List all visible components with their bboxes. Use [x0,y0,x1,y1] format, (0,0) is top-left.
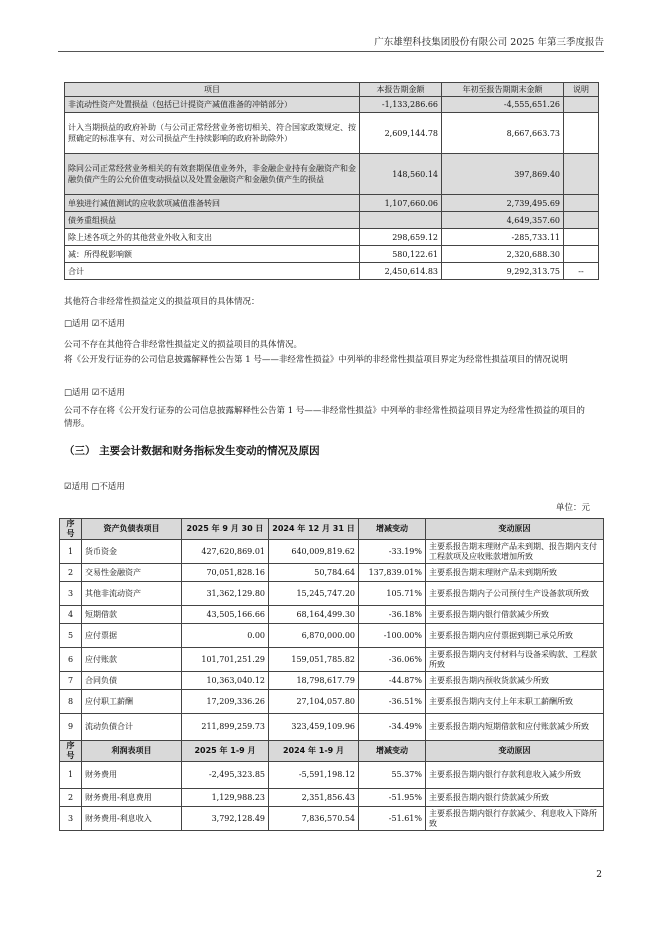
col-header-change: 增减变动 [359,741,426,762]
table-row [65,212,599,229]
col-header-item: 项目 [65,83,360,97]
reclassification-intro: 将《公开发行证券的公司信息披露解释性公告第 1 号——非经常性损益》中列举的非经常性损益项目界定为经常性损益项目的情况说明 [64,355,568,365]
row-no: 4 [60,606,82,624]
row-item: 除上述各项之外的其他营业外收入和支出 [65,229,360,246]
row-prior: 68,164,499.30 [269,606,359,624]
table-row [60,540,604,564]
row-current: 427,620,869.01 [182,540,269,564]
applicable-checkbox-2: □适用 ☑不适用 [64,388,125,398]
income-header-row [60,741,604,762]
row-prior: 27,104,057.80 [269,690,359,714]
col-header-prior: 2024 年 12 月 31 日 [269,519,359,540]
row-ytd: -285,733.11 [442,229,564,246]
row-reason: 主要系报告期内子公司预付生产设备款项所致 [426,582,604,606]
row-no: 8 [60,690,82,714]
row-no: 2 [60,564,82,582]
row-current: 2,609,144.78 [360,113,442,154]
row-item: 合计 [65,263,360,280]
row-current: 298,659.12 [360,229,442,246]
row-reason: 主要系报告期内支付材料与设备采购款、工程款所致 [426,648,604,672]
row-no: 3 [60,582,82,606]
col-header-current: 2025 年 9 月 30 日 [182,519,269,540]
row-reason: 主要系报告期末理财产品未到期、报告期内支付工程款项及应收账款增加所致 [426,540,604,564]
row-ytd: -4,555,651.26 [442,97,564,113]
table-row [60,714,604,741]
row-ytd: 2,739,495.69 [442,195,564,212]
row-prior: 18,798,617.79 [269,672,359,690]
row-note [564,113,599,154]
row-item: 债务重组损益 [65,212,360,229]
row-current: 101,701,251.29 [182,648,269,672]
row-current: 148,560.14 [360,154,442,195]
table-row [60,807,604,831]
table-header-row [65,83,599,97]
row-reason: 主要系报告期末理财产品未到期所致 [426,564,604,582]
row-prior: 323,459,109.96 [269,714,359,741]
table-total-row [65,263,599,280]
table-row [60,762,604,789]
row-current: -1,133,286.66 [360,97,442,113]
col-header-ytd: 年初至报告期期末金额 [442,83,564,97]
row-current: 31,362,129.80 [182,582,269,606]
row-reason: 主要系报告期内银行存款减少、利息收入下降所致 [426,807,604,831]
col-header-item: 利润表项目 [82,741,182,762]
header-rule [58,51,604,52]
row-no: 2 [60,789,82,807]
table-row [60,672,604,690]
row-item: 除同公司正常经营业务相关的有效套期保值业务外，非金融企业持有金融资产和金融负债产生的公允价值变动损益以及处置金融资产和金融负债产生的损益 [65,154,360,195]
row-current: 0.00 [182,624,269,648]
row-no: 5 [60,624,82,648]
row-ytd: 397,869.40 [442,154,564,195]
col-header-item: 资产负债表项目 [82,519,182,540]
row-prior: 7,836,570.54 [269,807,359,831]
row-note [564,246,599,263]
row-current: 1,107,660.06 [360,195,442,212]
row-reason: 主要系报告期内应付票据到期已承兑所致 [426,624,604,648]
row-note [564,97,599,113]
row-prior: 2,351,856.43 [269,789,359,807]
table-row [60,789,604,807]
row-current: -2,495,323.85 [182,762,269,789]
row-no: 1 [60,762,82,789]
row-prior: 15,245,747.20 [269,582,359,606]
row-reason: 主要系报告期内银行借款减少所致 [426,606,604,624]
page-number: 2 [596,870,602,880]
col-header-prior: 2024 年 1-9 月 [269,741,359,762]
row-item: 应付票据 [82,624,182,648]
row-prior: -5,591,198.12 [269,762,359,789]
row-change: -44.87% [359,672,426,690]
row-prior: 50,784.64 [269,564,359,582]
row-item: 流动负债合计 [82,714,182,741]
row-item: 单独进行减值测试的应收款项减值准备转回 [65,195,360,212]
row-no: 9 [60,714,82,741]
applicable-checkbox-1: □适用 ☑不适用 [64,319,125,329]
no-other-items-text: 公司不存在其他符合非经常性损益定义的损益项目的具体情况。 [64,340,303,350]
no-reclassification-text: 公司不存在将《公开发行证券的公司信息披露解释性公告第 1 号——非经常性损益》中列举的非经常性损益项目界定为经常性损益的项目的情形。 [64,406,585,429]
section-title: （三） 主要会计数据和财务指标发生变动的情况及原因 [64,445,320,457]
row-current: 43,505,166.66 [182,606,269,624]
row-reason: 主要系报告期内预收货款减少所致 [426,672,604,690]
row-item: 减：所得税影响额 [65,246,360,263]
table-row [65,246,599,263]
row-change: -100.00% [359,624,426,648]
col-header-no: 序号 [60,741,82,762]
row-item: 短期借款 [82,606,182,624]
row-change: -34.49% [359,714,426,741]
row-current: 2,450,614.83 [360,263,442,280]
row-item: 财务费用-利息收入 [82,807,182,831]
other-items-intro: 其他符合非经常性损益定义的损益项目的具体情况： [64,297,260,307]
row-note [564,229,599,246]
row-change: -36.06% [359,648,426,672]
row-item: 财务费用-利息费用 [82,789,182,807]
table-row [65,154,599,195]
row-ytd: 8,667,663.73 [442,113,564,154]
table-row [60,648,604,672]
unit-label: 单位：元 [555,503,590,513]
row-no: 6 [60,648,82,672]
row-prior: 159,051,785.82 [269,648,359,672]
row-current [360,212,442,229]
row-note [564,195,599,212]
row-no: 1 [60,540,82,564]
col-header-current: 2025 年 1-9 月 [182,741,269,762]
table-row [60,690,604,714]
applicable-checkbox-3: ☑适用 □不适用 [64,482,125,492]
table-row [65,97,599,113]
row-change: -51.61% [359,807,426,831]
row-current: 1,129,988.23 [182,789,269,807]
col-header-note: 说明 [564,83,599,97]
row-note: -- [564,263,599,280]
row-current: 10,363,040.12 [182,672,269,690]
balance-header-row [60,519,604,540]
row-reason: 主要系报告期内银行贷款减少所致 [426,789,604,807]
table-row [65,229,599,246]
row-item: 财务费用 [82,762,182,789]
row-reason: 主要系报告期内短期借款和应付账款减少所致 [426,714,604,741]
col-header-reason: 变动原因 [426,741,604,762]
row-no: 3 [60,807,82,831]
row-change: 55.37% [359,762,426,789]
row-item: 合同负债 [82,672,182,690]
col-header-reason: 变动原因 [426,519,604,540]
table-row [60,606,604,624]
row-reason: 主要系报告期内支付上年末职工薪酬所致 [426,690,604,714]
row-ytd: 2,320,688.30 [442,246,564,263]
table-row [65,195,599,212]
row-prior: 6,870,000.00 [269,624,359,648]
row-item: 非流动性资产处置损益（包括已计提资产减值准备的冲销部分） [65,97,360,113]
row-current: 17,209,336.26 [182,690,269,714]
row-current: 70,051,828.16 [182,564,269,582]
row-item: 应付职工薪酬 [82,690,182,714]
row-change: -36.51% [359,690,426,714]
row-change: -33.19% [359,540,426,564]
table-row [60,582,604,606]
col-header-current: 本报告期金额 [360,83,442,97]
col-header-change: 增减变动 [359,519,426,540]
row-ytd: 4,649,357.60 [442,212,564,229]
row-current: 211,899,259.73 [182,714,269,741]
row-reason: 主要系报告期内银行存款利息收入减少所致 [426,762,604,789]
table-row [60,564,604,582]
row-no: 7 [60,672,82,690]
row-item: 计入当期损益的政府补助（与公司正常经营业务密切相关、符合国家政策规定、按照确定的标准享有、对公司损益产生持续影响的政府补助除外） [65,113,360,154]
row-change: 137,839.01% [359,564,426,582]
row-item: 交易性金融资产 [82,564,182,582]
row-item: 其他非流动资产 [82,582,182,606]
row-prior: 640,009,819.62 [269,540,359,564]
table-row [60,624,604,648]
row-item: 应付账款 [82,648,182,672]
row-current: 3,792,128.49 [182,807,269,831]
row-change: 105.71% [359,582,426,606]
row-note [564,212,599,229]
row-change: -51.95% [359,789,426,807]
row-change: -36.18% [359,606,426,624]
non-recurring-items-table [64,82,599,280]
row-note [564,154,599,195]
running-header: 广东雄塑科技集团股份有限公司 2025 年第三季度报告 [374,37,604,48]
row-current: 580,122.61 [360,246,442,263]
financial-changes-table [59,518,604,831]
col-header-no: 序号 [60,519,82,540]
row-ytd: 9,292,313.75 [442,263,564,280]
table-row [65,113,599,154]
row-item: 货币资金 [82,540,182,564]
